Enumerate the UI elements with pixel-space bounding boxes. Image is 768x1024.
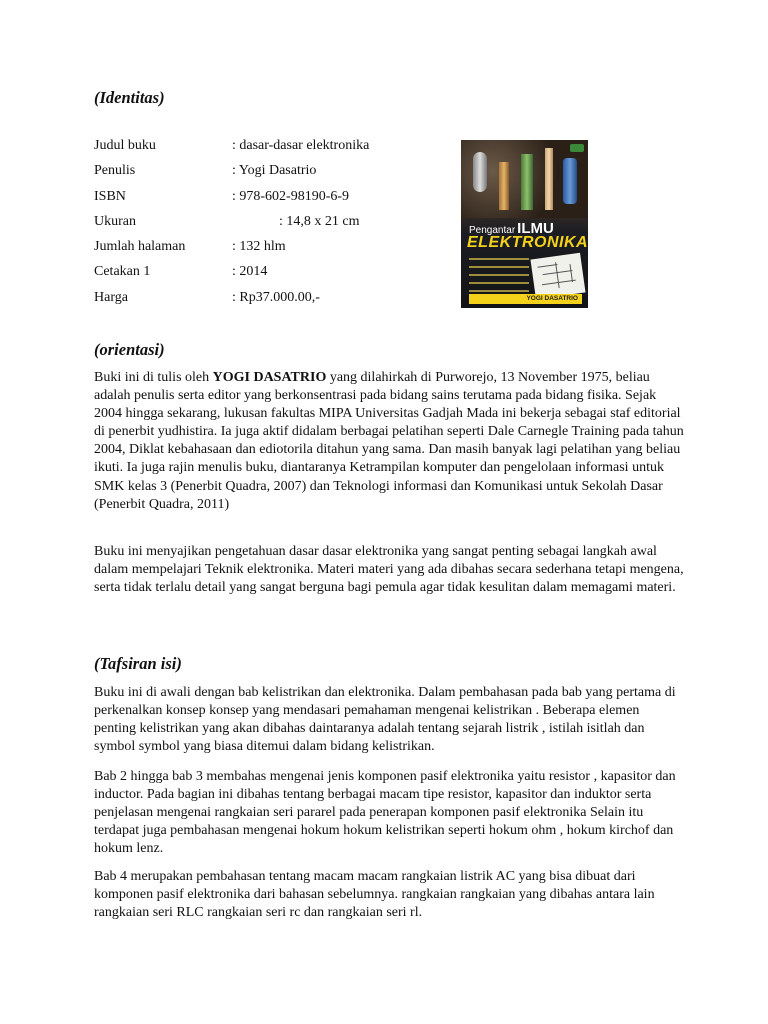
cover-title: ELEKTRONIKA [467, 234, 588, 251]
heading-tafsiran-isi: (Tafsiran isi) [94, 654, 182, 673]
identity-label: Judul buku [94, 138, 156, 153]
identity-label: Penulis [94, 163, 136, 179]
identity-row-title [94, 138, 434, 163]
publisher-logo-icon [570, 144, 584, 152]
identity-label: Ukuran [94, 213, 136, 229]
identity-label: Jumlah halaman [94, 239, 186, 255]
identity-row-pages [94, 239, 434, 264]
text-span: Buki ini di tulis oleh [94, 370, 213, 385]
identity-label: ISBN [94, 188, 126, 204]
author-name-bold: YOGI DASATRIO [212, 370, 327, 385]
heading-orientasi: (orientasi) [94, 340, 165, 359]
orientasi-paragraph-2: Buku ini menyajikan pengetahuan dasar dasar elektronika yang sangat penting sebagai langkah awal dalam mempelajari Teknik elektronika. Materi materi yang ada dibahas secara sederhana tetapi mengena, serta tidak terlalu detail yang sangat berguna bagi pemula agar tidak kesulitan dalam memagami materi. [94, 544, 684, 596]
orientasi-paragraph-1 [94, 369, 684, 514]
identity-row-size [94, 214, 434, 239]
identity-value: : 2014 [232, 264, 268, 280]
identity-value: : Rp37.000.00,- [232, 289, 320, 305]
cover-circuit-board [530, 253, 585, 300]
text-span: yang dilahirkah di Purworejo, 13 November 1975, beliau adalah penulis serta editor yang berkonsentrasi pada bidang sains terutama pada bidang fisika. Sejak 2004 hingga sekarang, lukusan fakultas MIPA Universitas Gadjah Mada ini bekerja sebagai staf editorial di penerbit yudhistira. Ia juga aktif didalam berbagai pelatihan seperti Dale Carnegle Training pada tahun 2004, Diklat kebahasaan dan ediotorila ditahun yang sama. Dan masih banyak lagi pelatihan yang beliau ikuti. Ia juga rajin menulis buku, diantaranya Ketrampilan komputer dan pengelolaan informasi untuk SMK kelas 3 (Penerbit Quadra, 2007) dan Teknologi informasi dan Komunikasi untuk Sekolah Dasar (Penerbit Quadra, 2011) [94, 370, 684, 512]
tafsiran-paragraph-2: Bab 2 hingga bab 3 membahas mengenai jenis komponen pasif elektronika yaitu resistor , kapasitor dan inductor. Pada bagian ini dibahas tentang berbagai macam tipe resistor, kapasitor dan induktor serta penjelasan mengenai rangkaian seri pararel pada penerapan komponen pasif elektronika Selain itu terdapat juga pembahasan mengenai hokum hokum kelistrikan seperti hokum ohm , hokum kirchof dan hokum lenz. [94, 769, 676, 857]
identity-value: : 132 hlm [232, 239, 286, 255]
cover-bullet-lines [469, 258, 529, 298]
cover-photo [461, 140, 588, 218]
identity-value: : 14,8 x 21 cm [279, 213, 360, 229]
cover-subtitle-big: ILMU [517, 220, 554, 237]
identity-value: : dasar-dasar elektronika [232, 138, 370, 153]
cover-subtitle-small: Pengantar [469, 225, 516, 236]
tafsiran-paragraph-1: Buku ini di awali dengan bab kelistrikan dan elektronika. Dalam pembahasan pada bab yang pertama di perkenalkan konsep konsep yang mendasari pemahaman mengenai kelistrikan . Beberapa elemen penting kelistrikan yang akan dibahas daintaranya adalah tentang sejarah listrik , istilah isitlah dan symbol symbol yang biasa ditemui dalam bidang kelistrikan. [94, 685, 676, 755]
tafsiran-paragraph-3: Bab 4 merupakan pembahasan tentang macam macam rangkaian listrik AC yang bisa dibuat dari komponen pasif elektronika dari bahasan sebelumnya. rangkaian rangkaian yang dibahas antara lain rangkaian seri RLC rangkaian seri rc dan rangkaian seri rl. [94, 869, 655, 921]
identity-value: : Yogi Dasatrio [232, 163, 317, 179]
book-cover-image [461, 140, 588, 308]
cover-author: YOGI DASATRIO [469, 294, 582, 304]
identity-label: Harga [94, 289, 128, 305]
identity-row-edition [94, 264, 434, 289]
identity-row-isbn [94, 189, 434, 214]
identity-row-author [94, 163, 434, 188]
identity-label: Cetakan 1 [94, 264, 151, 280]
identity-row-price [94, 290, 434, 315]
heading-identitas: (Identitas) [94, 88, 165, 107]
identity-table [94, 138, 434, 315]
identity-value: : 978-602-98190-6-9 [232, 188, 350, 204]
